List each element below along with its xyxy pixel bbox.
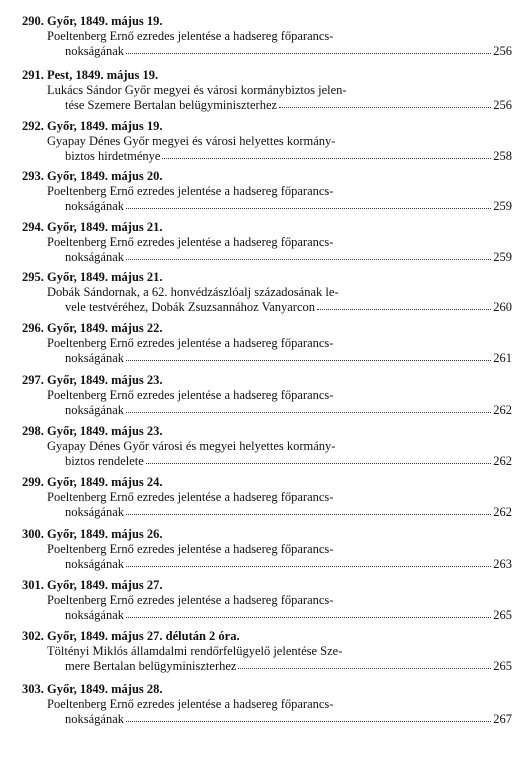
- dot-leader: [126, 198, 491, 209]
- dot-leader: [146, 453, 491, 464]
- entry-line: Lukács Sándor Győr megyei és városi kormánybiztos jelen-: [47, 83, 347, 97]
- toc-entry-302: [22, 629, 512, 674]
- page-number: 265: [493, 659, 512, 673]
- dot-leader: [279, 97, 491, 108]
- page-number: 259: [493, 199, 512, 213]
- entry-heading: 297. Győr, 1849. május 23.: [22, 373, 163, 387]
- page-number: 256: [493, 44, 512, 58]
- page-number: 258: [493, 149, 512, 163]
- toc-entry-298: [22, 424, 512, 469]
- entry-description: [47, 593, 512, 623]
- dot-leader: [317, 299, 491, 310]
- toc-entry-294: [22, 220, 512, 265]
- entry-heading: 301. Győr, 1849. május 27.: [22, 578, 163, 592]
- entry-line: Dobák Sándornak, a 62. honvédzászlóalj századosának le-: [47, 285, 339, 299]
- entry-description: [47, 697, 512, 727]
- page-number: 265: [493, 608, 512, 622]
- entry-line: nokságának: [65, 557, 125, 571]
- entry-line: Poeltenberg Ernő ezredes jelentése a hadsereg főparancs-: [47, 542, 334, 556]
- entry-description: [47, 439, 512, 469]
- dot-leader: [126, 350, 491, 361]
- dot-leader: [238, 658, 491, 669]
- entry-last-line: [65, 351, 512, 366]
- entry-line: biztos rendelete: [65, 454, 144, 468]
- page-number: 262: [493, 505, 512, 519]
- entry-line: nokságának: [65, 351, 125, 365]
- page-number: 263: [493, 557, 512, 571]
- entry-heading: 294. Győr, 1849. május 21.: [22, 220, 163, 234]
- toc-entry-299: [22, 475, 512, 520]
- entry-last-line: [65, 403, 512, 418]
- entry-heading: 290. Győr, 1849. május 19.: [22, 14, 163, 28]
- toc-entry-292: [22, 119, 512, 164]
- entry-line: nokságának: [65, 403, 125, 417]
- entry-last-line: [65, 608, 512, 623]
- dot-leader: [126, 504, 491, 515]
- entry-line: mere Bertalan belügyminiszterhez: [65, 659, 237, 673]
- entry-line: Poeltenberg Ernő ezredes jelentése a hadsereg főparancs-: [47, 184, 334, 198]
- entry-description: [47, 134, 512, 164]
- entry-line: Poeltenberg Ernő ezredes jelentése a hadsereg főparancs-: [47, 593, 334, 607]
- entry-line: Gyapay Dénes Győr megyei és városi helyettes kormány-: [47, 134, 336, 148]
- entry-last-line: [65, 199, 512, 214]
- entry-last-line: [65, 300, 512, 315]
- entry-line: vele testvéréhez, Dobák Zsuzsannához Vanyarcon: [65, 300, 316, 314]
- entry-heading: 293. Győr, 1849. május 20.: [22, 169, 163, 183]
- entry-last-line: [65, 659, 512, 674]
- entry-heading: 291. Pest, 1849. május 19.: [22, 68, 159, 82]
- entry-last-line: [65, 44, 512, 59]
- toc-entry-301: [22, 578, 512, 623]
- page-number: 261: [493, 351, 512, 365]
- dot-leader: [126, 556, 491, 567]
- toc-entry-290: [22, 14, 512, 59]
- entry-description: [47, 184, 512, 214]
- entry-heading: 300. Győr, 1849. május 26.: [22, 527, 163, 541]
- dot-leader: [126, 711, 491, 722]
- entry-description: [47, 490, 512, 520]
- toc-entry-295: [22, 270, 512, 315]
- entry-line: nokságának: [65, 608, 125, 622]
- entry-heading: 298. Győr, 1849. május 23.: [22, 424, 163, 438]
- entry-heading: 295. Győr, 1849. május 21.: [22, 270, 163, 284]
- dot-leader: [126, 402, 491, 413]
- dot-leader: [126, 43, 491, 54]
- entry-line: Poeltenberg Ernő ezredes jelentése a hadsereg főparancs-: [47, 388, 334, 402]
- entry-heading: 303. Győr, 1849. május 28.: [22, 682, 163, 696]
- entry-line: biztos hirdetménye: [65, 149, 161, 163]
- entry-last-line: [65, 98, 512, 113]
- entry-last-line: [65, 557, 512, 572]
- entry-line: Poeltenberg Ernő ezredes jelentése a hadsereg főparancs-: [47, 336, 334, 350]
- toc-entry-291: [22, 68, 512, 113]
- page-number: 262: [493, 403, 512, 417]
- page-number: 260: [493, 300, 512, 314]
- entry-last-line: [65, 505, 512, 520]
- entry-line: Töltényi Miklós államdalmi rendőrfelügyelő jelentése Sze-: [47, 644, 343, 658]
- entry-heading: 299. Győr, 1849. május 24.: [22, 475, 163, 489]
- toc-entry-297: [22, 373, 512, 418]
- entry-heading: 292. Győr, 1849. május 19.: [22, 119, 163, 133]
- entry-line: Poeltenberg Ernő ezredes jelentése a hadsereg főparancs-: [47, 697, 334, 711]
- entry-last-line: [65, 149, 512, 164]
- entry-description: [47, 644, 512, 674]
- dot-leader: [126, 607, 491, 618]
- entry-line: tése Szemere Bertalan belügyminiszterhez: [65, 98, 278, 112]
- entry-heading: 296. Győr, 1849. május 22.: [22, 321, 163, 335]
- entry-line: Gyapay Dénes Győr városi és megyei helyettes kormány-: [47, 439, 336, 453]
- entry-line: nokságának: [65, 712, 125, 726]
- dot-leader: [126, 249, 491, 260]
- entry-line: Poeltenberg Ernő ezredes jelentése a hadsereg főparancs-: [47, 235, 334, 249]
- toc-entry-296: [22, 321, 512, 366]
- entry-description: [47, 336, 512, 366]
- entry-line: nokságának: [65, 199, 125, 213]
- entry-heading: 302. Győr, 1849. május 27. délután 2 óra.: [22, 629, 240, 643]
- entry-last-line: [65, 250, 512, 265]
- entry-line: nokságának: [65, 250, 125, 264]
- entry-last-line: [65, 712, 512, 727]
- entry-description: [47, 29, 512, 59]
- entry-description: [47, 388, 512, 418]
- entry-line: nokságának: [65, 44, 125, 58]
- entry-description: [47, 285, 512, 315]
- entry-last-line: [65, 454, 512, 469]
- page-number: 256: [493, 98, 512, 112]
- page-number: 262: [493, 454, 512, 468]
- entry-description: [47, 542, 512, 572]
- entry-description: [47, 235, 512, 265]
- entry-description: [47, 83, 512, 113]
- entry-line: Poeltenberg Ernő ezredes jelentése a hadsereg főparancs-: [47, 29, 334, 43]
- page-number: 259: [493, 250, 512, 264]
- page-number: 267: [493, 712, 512, 726]
- toc-entry-300: [22, 527, 512, 572]
- entry-line: nokságának: [65, 505, 125, 519]
- dot-leader: [162, 148, 491, 159]
- toc-entry-293: [22, 169, 512, 214]
- toc-entry-303: [22, 682, 512, 727]
- entry-line: Poeltenberg Ernő ezredes jelentése a hadsereg főparancs-: [47, 490, 334, 504]
